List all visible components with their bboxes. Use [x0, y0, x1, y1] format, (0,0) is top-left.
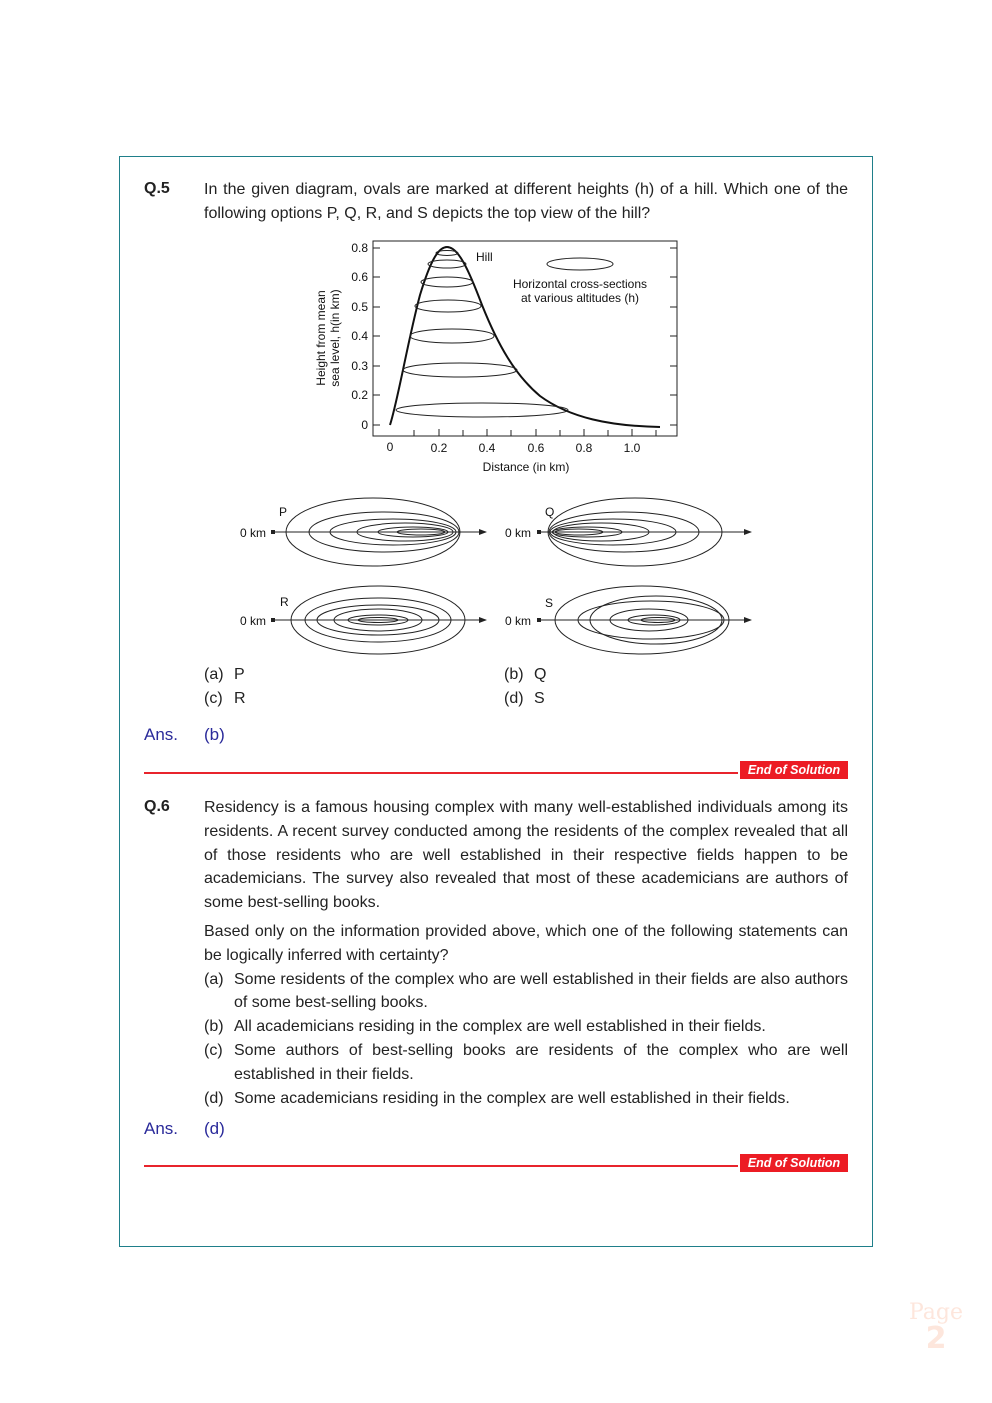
top-view-options — [230, 490, 770, 665]
y-tick: 0.3 — [351, 359, 368, 373]
end-of-solution-badge: End of Solution — [740, 1154, 848, 1172]
end-of-solution-badge: End of Solution — [740, 761, 848, 779]
hill-label: Hill — [476, 250, 493, 264]
cross-section-ovals — [396, 251, 568, 418]
top-view-p — [274, 498, 486, 566]
origin-label: 0 km — [505, 614, 532, 628]
y-tick: 0.2 — [351, 388, 368, 402]
option-b[interactable]: (b) Q — [504, 666, 547, 683]
x-tick: 1.0 — [623, 441, 641, 455]
option-c[interactable]: (c) R — [204, 690, 246, 707]
question-number: Q.5 — [144, 180, 170, 197]
legend-text: at various altitudes (h) — [520, 291, 640, 305]
question-body — [204, 796, 848, 1110]
origin-label: 0 km — [240, 614, 267, 628]
y-axis-label: sea level, h(in km) — [328, 289, 342, 387]
top-view-label: S — [545, 596, 554, 610]
answer: Ans. (d) — [144, 1119, 225, 1138]
question-text: In the given diagram, ovals are marked at different heights (h) of a hill. Which one of the following options P, Q, R, and S depicts the top view of the hill? — [204, 181, 848, 222]
origin-label: 0 km — [240, 526, 267, 540]
answer: Ans. (b) — [144, 725, 225, 744]
y-tick: 0.8 — [351, 241, 368, 255]
x-tick: 0 — [386, 440, 394, 454]
top-view-r — [274, 586, 486, 654]
origin-label: 0 km — [505, 526, 532, 540]
x-tick: 0.8 — [575, 441, 593, 455]
option-a[interactable]: (a) P — [204, 666, 245, 683]
top-view-label: R — [280, 595, 289, 609]
y-tick: 0 — [361, 418, 368, 432]
option-d[interactable]: (d) Some academicians residing in the complex are well established in their fields. — [204, 1089, 790, 1107]
x-tick: 0.4 — [478, 441, 496, 455]
y-tick: 0.6 — [351, 270, 368, 284]
question-number: Q.6 — [144, 798, 170, 815]
x-tick: 0.6 — [527, 441, 545, 455]
question-paragraph: Based only on the information provided above, which one of the following statements can be logically inferred with certainty? — [204, 922, 848, 964]
top-view-label: Q — [545, 505, 555, 519]
option-d[interactable]: (d) S — [504, 690, 545, 707]
legend-text: Horizontal cross-sections — [512, 277, 648, 291]
divider — [144, 772, 738, 774]
top-view-q — [540, 498, 751, 566]
option-b[interactable]: (b) All academicians residing in the complex are well established in their fields. — [204, 1018, 766, 1036]
page-number-watermark: Page 2 — [908, 1300, 964, 1356]
hill-diagram — [300, 235, 700, 480]
x-tick: 0.2 — [430, 441, 448, 455]
question-paragraph: Residency is a famous housing complex with many well-established individuals among its residents. A recent survey conducted among the residents of the complex revealed that all of those residents who are well established in their respective fields happen to be academicians. The survey also revealed that most of these academicians are authors of some best-selling books. — [204, 799, 848, 912]
top-view-label: P — [279, 505, 288, 519]
top-view-s — [540, 586, 751, 654]
plot-frame — [373, 241, 677, 436]
x-axis-label: Distance (in km) — [482, 460, 570, 474]
legend-oval — [547, 258, 613, 270]
option-a[interactable]: (a) Some residents of the complex who are well established in their fields are also authors of some best-selling books. — [204, 970, 848, 1012]
hill-profile — [390, 247, 660, 427]
y-tick: 0.4 — [351, 329, 368, 343]
y-tick: 0.5 — [351, 300, 368, 314]
y-axis-label: Height from mean — [314, 290, 328, 386]
option-c[interactable]: (c) Some authors of best-selling books are residents of the complex who are well established in their fields. — [204, 1041, 848, 1083]
divider — [144, 1165, 738, 1167]
